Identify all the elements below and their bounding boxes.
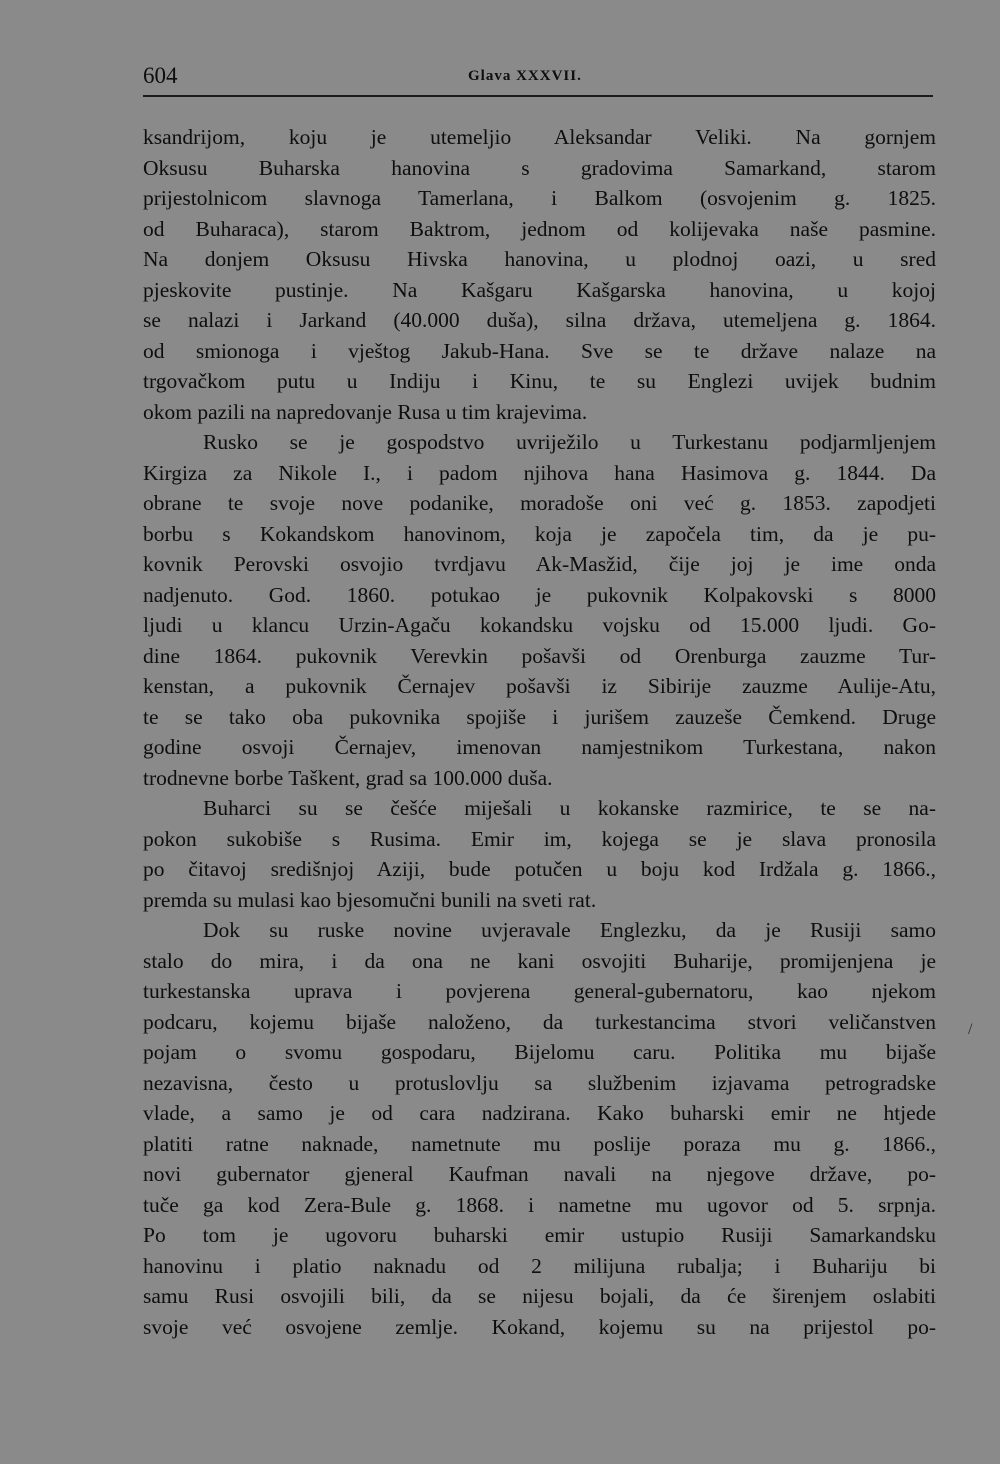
text-line: ksandrijom, koju je utemeljio Aleksandar Veliki. Na gornjem bbox=[143, 125, 936, 149]
text-line: pojam o svomu gospodaru, Bijelomu caru. Politika mu bijaše bbox=[143, 1040, 936, 1064]
text-line: Kirgiza za Nikole I., i padom njihova hana Hasimova g. 1844. Da bbox=[143, 460, 936, 485]
margin-mark: / bbox=[968, 1021, 973, 1038]
text-line: premda su mulasi kao bjesomučni bunili na sveti rat. bbox=[143, 887, 597, 912]
text-line: od smionoga i vještog Jakub-Hana. Sve se te države nalaze na bbox=[143, 338, 936, 363]
text-line: platiti ratne naknade, nametnute mu poslije poraza mu g. 1866., bbox=[143, 1131, 936, 1156]
text-line: se nalazi i Jarkand (40.000 duša), silna država, utemeljena g. 1864. bbox=[143, 308, 936, 332]
header-rule bbox=[143, 95, 933, 97]
text-line: dine 1864. pukovnik Verevkin pošavši od Orenburga zauzme Tur- bbox=[143, 643, 936, 668]
text-line: svoje već osvojene zemlje. Kokand, kojemu su na prijestol po- bbox=[143, 1314, 936, 1339]
text-line: turkestanska uprava i povjerena general-gubernatoru, kao njekom bbox=[143, 979, 936, 1003]
text-line: samu Rusi osvojili bili, da se nijesu bojali, da će širenjem oslabiti bbox=[143, 1284, 936, 1308]
text-line: kovnik Perovski osvojio tvrdjavu Ak-Masžid, čije joj je ime onda bbox=[143, 552, 936, 576]
text-line: kenstan, a pukovnik Černajev pošavši iz Sibirije zauzme Aulije-Atu, bbox=[143, 674, 936, 698]
text-line: nezavisna, često u protuslovlju sa službenim izjavama petrogradske bbox=[143, 1070, 936, 1095]
text-line: pokon sukobiše s Rusima. Emir im, kojega se je slava pronosila bbox=[143, 826, 936, 851]
text-line: obrane te svoje nove podanike, moradoše oni već g. 1853. zapodjeti bbox=[143, 491, 936, 515]
text-line: od Buharaca), starom Baktrom, jednom od kolijevaka naše pasmine. bbox=[143, 216, 936, 241]
text-line: ljudi u klancu Urzin-Agaču kokandsku vojsku od 15.000 ljudi. Go- bbox=[143, 613, 936, 637]
text-line: hanovinu i platio naknadu od 2 milijuna rubalja; i Buhariju bi bbox=[143, 1253, 936, 1278]
page-header bbox=[143, 58, 933, 94]
paragraph-first-line: Rusko se je gospodstvo uvriježilo u Turkestanu podjarmljenjem bbox=[203, 430, 936, 454]
text-line: stalo do mira, i da ona ne kani osvojiti Buharije, promijenjena je bbox=[143, 948, 936, 973]
paragraph-first-line: Buharci su se češće miješali u kokanske razmirice, te se na- bbox=[203, 796, 936, 820]
text-line: borbu s Kokandskom hanovinom, koja je započela tim, da je pu- bbox=[143, 521, 936, 546]
text-line: trgovačkom putu u Indiju i Kinu, te su Englezi uvijek budnim bbox=[143, 369, 936, 393]
text-line: te se tako oba pukovnika spojiše i jurišem zauzeše Čemkend. Druge bbox=[143, 704, 936, 729]
text-line: novi gubernator gjeneral Kaufman navali na njegove države, po- bbox=[143, 1162, 936, 1186]
text-line: Po tom je ugovoru buharski emir ustupio Rusiji Samarkandsku bbox=[143, 1223, 936, 1247]
running-head: Glava XXXVII. bbox=[468, 68, 582, 84]
text-line: prijestolnicom slavnoga Tamerlana, i Balkom (osvojenim g. 1825. bbox=[143, 186, 936, 210]
body-text bbox=[143, 122, 936, 1342]
text-line: tuče ga kod Zera-Bule g. 1868. i nametne mu ugovor od 5. srpnja. bbox=[143, 1192, 936, 1217]
text-line: okom pazili na napredovanje Rusa u tim krajevima. bbox=[143, 399, 588, 424]
page-number: 604 bbox=[143, 63, 178, 88]
text-line: Na donjem Oksusu Hivska hanovina, u plodnoj oazi, u sred bbox=[143, 247, 936, 271]
text-line: Oksusu Buharska hanovina s gradovima Samarkand, starom bbox=[143, 155, 936, 180]
text-line: podcaru, kojemu bijaše naloženo, da turkestancima stvori veličanstven bbox=[143, 1009, 936, 1034]
text-line: godine osvoji Černajev, imenovan namjestnikom Turkestana, nakon bbox=[143, 735, 936, 759]
text-line: trodnevne borbe Taškent, grad sa 100.000 duša. bbox=[143, 765, 553, 790]
text-line: vlade, a samo je od cara nadzirana. Kako buharski emir ne htjede bbox=[143, 1101, 936, 1125]
text-line: po čitavoj središnjoj Aziji, bude potučen u boju kod Irdžala g. 1866., bbox=[143, 857, 936, 881]
text-line: nadjenuto. God. 1860. potukao je pukovnik Kolpakovski s 8000 bbox=[143, 582, 936, 607]
paragraph-first-line: Dok su ruske novine uvjeravale Englezku, da je Rusiji samo bbox=[203, 918, 936, 942]
text-line: pjeskovite pustinje. Na Kašgaru Kašgarska hanovina, u kojoj bbox=[143, 277, 936, 302]
